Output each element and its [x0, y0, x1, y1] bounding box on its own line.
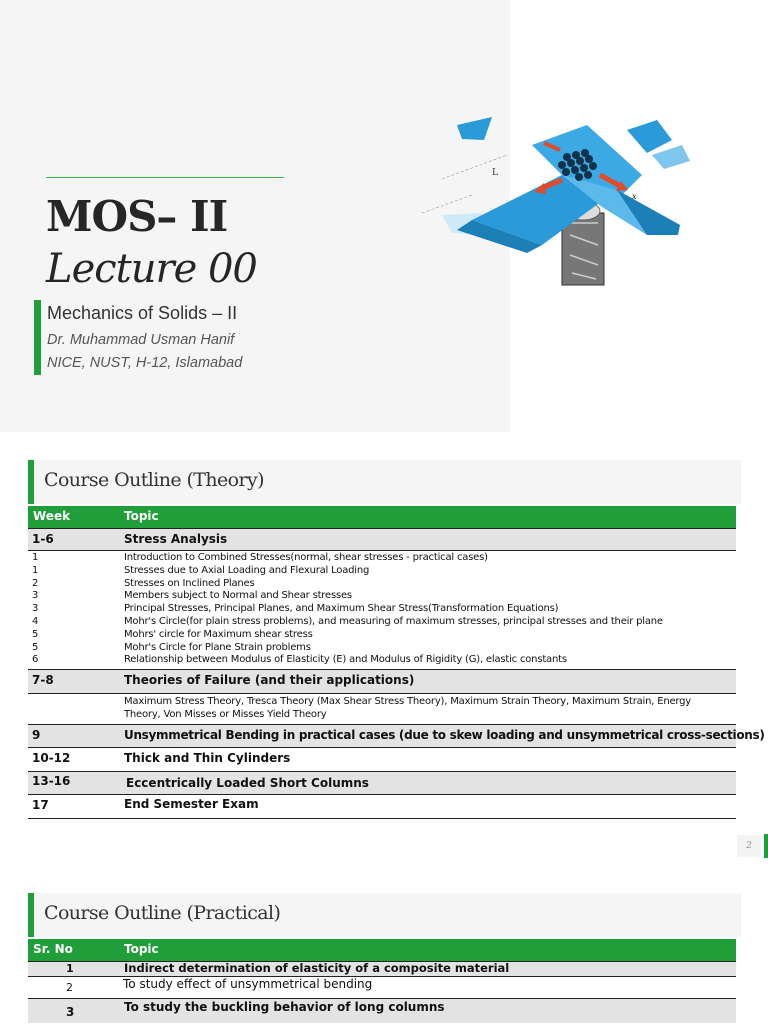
row-week: 3	[32, 603, 39, 615]
row-week: 1	[32, 552, 39, 563]
row-topic: Mohrs' circle for Maximum shear stress	[124, 628, 313, 640]
sr-no-column-header: Sr. No	[33, 942, 73, 956]
row-number: 1	[66, 962, 74, 975]
list-item	[28, 565, 736, 578]
list-item	[28, 654, 736, 667]
practical-table-header	[28, 939, 736, 961]
page-number: 2	[737, 835, 761, 857]
subtopic-list	[28, 550, 736, 670]
practical-heading: Course Outline (Practical)	[44, 902, 281, 924]
row-topic: Stresses on Inclined Planes	[124, 577, 255, 589]
list-item	[28, 578, 736, 591]
section-week: 1-6	[32, 532, 54, 546]
accent-bar	[34, 300, 41, 375]
section-week: 10-12	[32, 751, 71, 765]
section-week: 17	[32, 798, 49, 812]
table-row	[28, 998, 736, 1023]
list-item	[28, 603, 736, 616]
row-week: 5	[32, 641, 39, 653]
row-topic: To study the buckling behavior of long columns	[124, 1000, 445, 1014]
heading-accent-bar	[28, 460, 34, 504]
title-divider	[46, 177, 284, 178]
row-topic: Members subject to Normal and Shear stresses	[124, 590, 352, 602]
practical-heading-block	[28, 893, 741, 937]
row-topic: Relationship between Modulus of Elasticity (E) and Modulus of Rigidity (G), elastic constants	[124, 654, 567, 666]
course-subtitle: Mechanics of Solids – II	[47, 303, 238, 323]
length-label: L	[492, 168, 498, 178]
topic-column-header: Topic	[124, 509, 159, 523]
section-topic: Thick and Thin Cylinders	[124, 751, 291, 765]
row-topic: Stresses due to Axial Loading and Flexural Loading	[124, 564, 370, 576]
row-topic: Mohr's Circle(for plain stress problems), and measuring of maximum stresses, principal stresses and their plane	[124, 615, 663, 627]
table-row	[28, 976, 736, 998]
week-column-header: Week	[33, 509, 71, 523]
section-week: 9	[32, 728, 41, 742]
table-row	[28, 961, 736, 976]
list-item	[28, 552, 736, 565]
theory-heading: Course Outline (Theory)	[44, 469, 264, 491]
row-week: 5	[32, 628, 39, 640]
lecture-title: Lecture 00	[46, 246, 257, 292]
list-item	[28, 642, 736, 655]
section-week: 13-16	[32, 774, 71, 788]
row-week: 2	[32, 577, 39, 589]
section-row	[28, 771, 736, 794]
section-topic: Stress Analysis	[124, 532, 228, 546]
author-name: Dr. Muhammad Usman Hanif	[47, 332, 235, 348]
section-row	[28, 528, 736, 550]
course-code: MOS– II	[46, 192, 228, 241]
section-detail	[28, 693, 736, 724]
list-item	[28, 616, 736, 629]
section-topic: Unsymmetrical Bending in practical cases (due to skew loading and unsymmetrical cross-sections)	[124, 728, 765, 742]
row-week: 3	[32, 590, 39, 602]
list-item	[28, 590, 736, 603]
heading-accent-bar	[28, 893, 34, 937]
row-number: 3	[66, 1005, 75, 1019]
section-topic: Eccentrically Loaded Short Columns	[126, 776, 369, 790]
row-topic: Mohr's Circle for Plane Strain problems	[124, 641, 311, 653]
section-row	[28, 724, 765, 747]
section-week: 7-8	[32, 673, 54, 687]
row-topic: Principal Stresses, Principal Planes, and Maximum Shear Stress(Transformation Equations)	[124, 603, 559, 615]
row-week: 6	[32, 654, 39, 666]
author-affiliation: NICE, NUST, H-12, Islamabad	[47, 355, 243, 371]
theory-table-header	[28, 506, 736, 528]
section-topic: Theories of Failure (and their applications)	[124, 673, 415, 687]
row-topic: Introduction to Combined Stresses(normal, shear stresses - practical cases)	[124, 552, 488, 563]
page-number-accent	[764, 834, 768, 858]
list-item	[28, 629, 736, 642]
section-row	[28, 747, 736, 771]
row-week: 4	[32, 615, 39, 627]
row-topic: To study effect of unsymmetrical bending	[123, 977, 373, 991]
row-week: 1	[32, 564, 39, 576]
section-row	[28, 794, 736, 819]
table-bottom-border	[28, 818, 736, 819]
section-row	[28, 669, 736, 693]
row-topic: Indirect determination of elasticity of a composite material	[124, 961, 510, 975]
section-detail-text: Maximum Stress Theory, Tresca Theory (Max Shear Stress Theory), Maximum Strain Theory, Maximum Strain, Energy Theory, Von Misses or Misses Yield Theory	[124, 696, 692, 720]
theory-heading-block	[28, 460, 741, 504]
row-number: 2	[66, 981, 73, 994]
topic-column-header: Topic	[124, 942, 159, 956]
section-topic: End Semester Exam	[124, 797, 259, 811]
axis-label: x	[632, 192, 637, 201]
stressed-plate-illustration	[412, 95, 702, 300]
